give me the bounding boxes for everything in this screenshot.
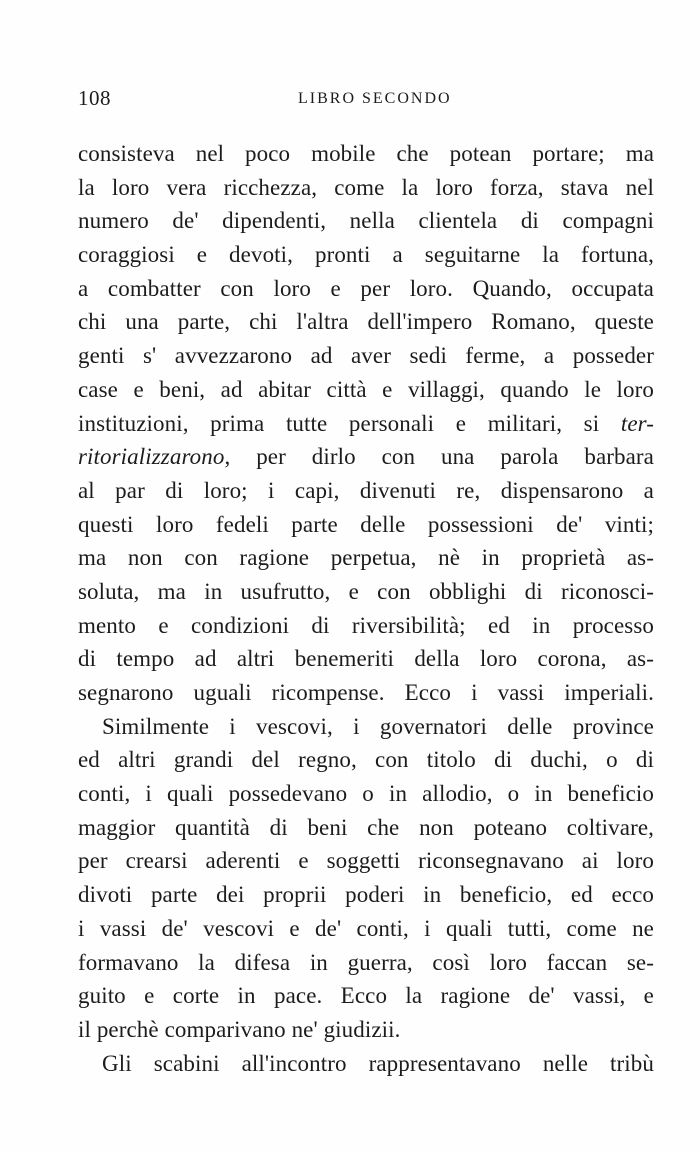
text-line: formavano la difesa in guerra, così loro faccan se- (78, 949, 654, 975)
text-line: coraggiosi e devoti, pronti a seguitarne la fortuna, (78, 242, 654, 268)
text-line: a combatter con loro e per loro. Quando, occupata (78, 275, 654, 301)
text-line: mento e condizioni di riversibilità; ed in processo (78, 612, 654, 638)
text-line: la loro vera ricchezza, come la loro forza, stava nel (78, 174, 654, 200)
text-line: per crearsi aderenti e soggetti riconsegnavano ai loro (78, 848, 654, 874)
text-line: questi loro fedeli parte delle possessioni de' vinti; (78, 511, 654, 537)
text-line: numero de' dipendenti, nella clientela di compagni (78, 208, 654, 234)
text-line-with-italic (78, 440, 654, 474)
text-line: di tempo ad altri benemeriti della loro corona, as- (78, 646, 654, 672)
text-line: chi una parte, chi l'altra dell'impero Romano, queste (78, 309, 654, 335)
text-line: ed altri grandi del regno, con titolo di duchi, o di (78, 747, 654, 773)
text-line: maggior quantità di beni che non poteano coltivare, (78, 814, 654, 840)
paragraph-1 (78, 137, 654, 710)
text-segment: instituzioni, prima tutte personali e militari, si (78, 410, 621, 436)
text-line: consisteva nel poco mobile che potean portare; ma (78, 141, 654, 166)
paragraph-2 (78, 710, 654, 1047)
text-line: ma non con ragione perpetua, nè in proprietà as- (78, 545, 654, 571)
text-line: al par di loro; i capi, divenuti re, dispensarono a (78, 477, 654, 503)
text-line: genti s' avvezzarono ad aver sedi ferme, a posseder (78, 343, 654, 369)
text-line: soluta, ma in usufrutto, e con obblighi di riconosci- (78, 578, 654, 604)
text-line: case e beni, ad abitar città e villaggi, quando le loro (78, 376, 654, 402)
text-line: conti, i quali possedevano o in allodio, o in beneficio (78, 781, 654, 807)
running-head: LIBRO SECONDO (298, 90, 452, 107)
paragraph-3 (78, 1047, 654, 1081)
text-line: segnarono uguali ricompense. Ecco i vassi imperiali. (78, 680, 654, 705)
text-line: divoti parte dei proprii poderi in beneficio, ed ecco (78, 882, 654, 908)
text-line: il perchè comparivano ne' giudizii. (78, 1016, 401, 1042)
page-number: 108 (78, 86, 111, 110)
text-line: guito e corte in pace. Ecco la ragione de' vassi, e (78, 983, 654, 1009)
text-line: Gli scabini all'incontro rappresentavano nelle tribù (102, 1050, 654, 1076)
text-line: i vassi de' vescovi e de' conti, i quali tutti, come ne (78, 915, 654, 941)
italic-word: ritorializzarono (78, 444, 225, 470)
text-line: Similmente i vescovi, i governatori delle province (102, 713, 654, 739)
page-header (78, 86, 654, 118)
italic-word: ter- (620, 410, 654, 436)
text-line-with-italic (78, 407, 654, 441)
body-text (78, 137, 654, 1080)
text-segment: , per dirlo con una parola barbara (224, 444, 654, 470)
